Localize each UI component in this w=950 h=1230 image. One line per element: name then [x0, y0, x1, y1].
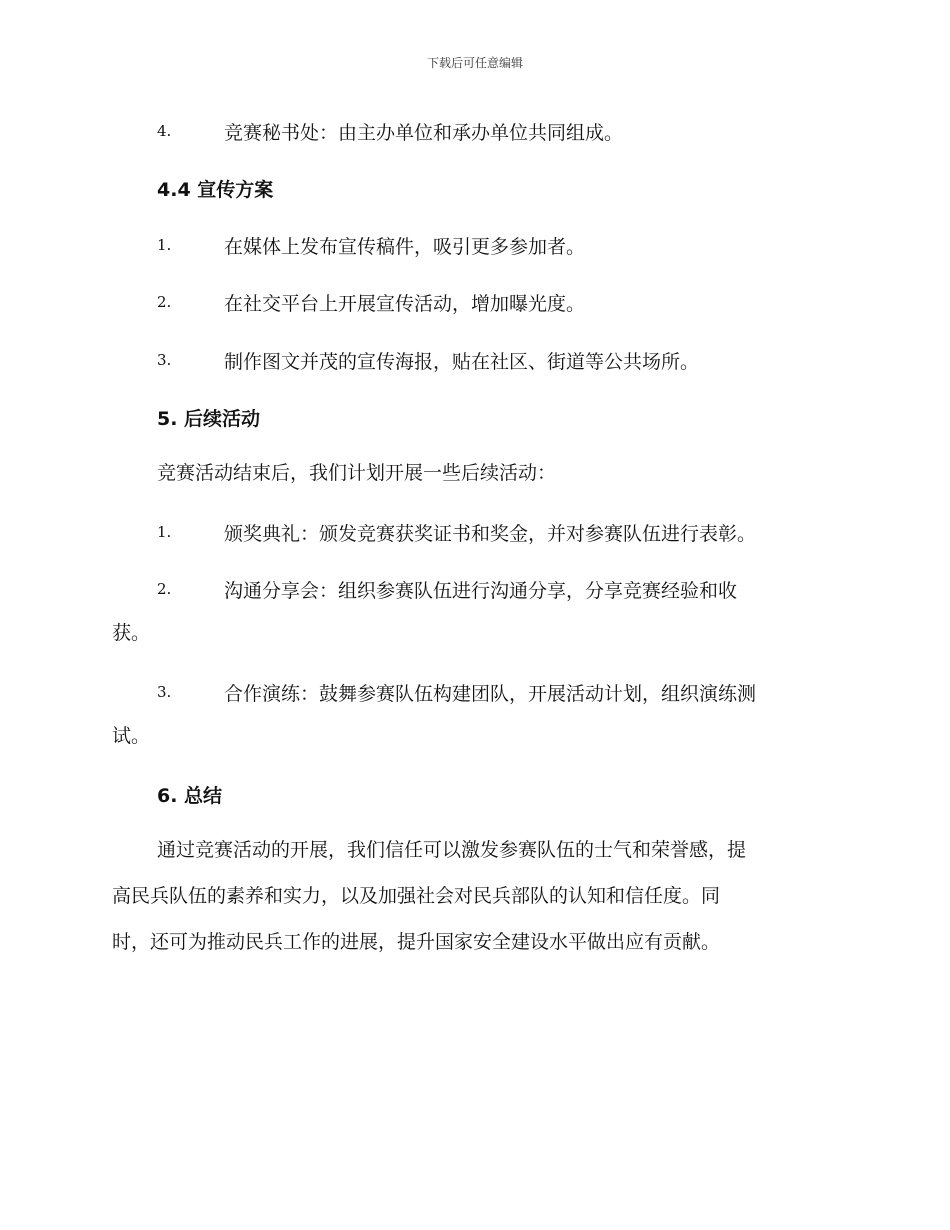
- list-item-text: 沟通分享会：组织参赛队伍进行沟通分享，分享竞赛经验和收: [224, 580, 738, 602]
- list-item-text: 竞赛秘书处：由主办单位和承办单位共同组成。: [224, 122, 624, 144]
- section-heading-5: 5. 后续活动: [157, 408, 261, 430]
- list-item-text: 在媒体上发布宣传稿件，吸引更多参加者。: [224, 236, 586, 258]
- paragraph-line: 时，还可为推动民兵工作的进展，提升国家安全建设水平做出应有贡献。: [112, 931, 721, 953]
- page-header: 下载后可任意编辑: [426, 56, 523, 70]
- list-item-text: 合作演练：鼓舞参赛队伍构建团队，开展活动计划，组织演练测: [224, 683, 757, 705]
- list-item-continuation: 试。: [112, 725, 151, 747]
- list-item-text: 在社交平台上开展宣传活动，增加曝光度。: [224, 293, 586, 315]
- list-number: 3.: [157, 351, 172, 369]
- section-heading-4-4: 4.4 宣传方案: [157, 179, 274, 201]
- paragraph-line: 高民兵队伍的素养和实力，以及加强社会对民兵部队的认知和信任度。同: [112, 885, 721, 907]
- paragraph-intro: 竞赛活动结束后，我们计划开展一些后续活动：: [157, 462, 557, 484]
- list-number: 4.: [157, 122, 172, 140]
- list-number: 1.: [157, 523, 172, 541]
- list-number: 3.: [157, 683, 172, 701]
- section-heading-6: 6. 总结: [157, 785, 223, 807]
- paragraph-line: 通过竞赛活动的开展，我们信任可以激发参赛队伍的士气和荣誉感，提: [157, 839, 747, 861]
- list-item-continuation: 获。: [112, 622, 151, 644]
- list-number: 2.: [157, 580, 172, 598]
- list-item-text: 制作图文并茂的宣传海报，贴在社区、街道等公共场所。: [224, 351, 700, 373]
- list-number: 2.: [157, 293, 172, 311]
- list-item-text: 颁奖典礼：颁发竞赛获奖证书和奖金，并对参赛队伍进行表彰。: [224, 523, 757, 545]
- list-number: 1.: [157, 236, 172, 254]
